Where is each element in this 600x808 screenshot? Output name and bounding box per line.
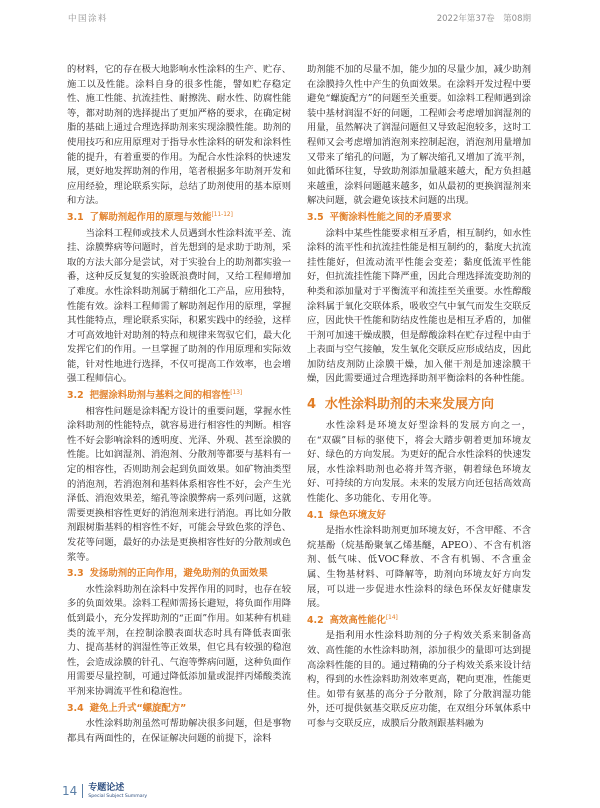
citation-ref: [13]	[230, 389, 243, 396]
subsection-heading-4-1	[307, 509, 531, 524]
page-footer	[62, 781, 147, 801]
left-column	[67, 63, 291, 746]
section-number: 3.4	[67, 702, 84, 714]
section-number: 3.3	[67, 568, 84, 580]
section-label-en: Special Subject Summary	[88, 793, 148, 799]
subsection-heading-3-2	[67, 389, 291, 404]
section-title: 了解助剂起作用的原理与效能	[89, 211, 212, 223]
subsection-heading-3-3	[67, 567, 291, 582]
section-number: 4	[307, 397, 317, 413]
right-column	[307, 63, 531, 732]
body-paragraph: 水性涂料助剂在涂料中发挥作用的同时，也存在较多的负面效果。涂料工程师需扬长避短，将负面作用降低到最小，充分发挥助剂的“正面”作用。如某种有机硅类的流平剂，在控制涂膜表面状态时具有降低表面张力、提高基材的润湿性等正效果，但它具有较强的稳泡性，会造成涂膜的针孔、气泡等弊病问题，这种负面作用需要尽量控制，可通过降低添加量或混拌丙烯酸类流平剂来协调流平性和稳泡性。	[67, 583, 291, 697]
journal-name: 中国涂料	[68, 14, 109, 24]
body-paragraph: 是指水性涂料助剂更加环境友好，不含甲醛、不含烷基酚（烷基酚聚氧乙烯基醚，APEO）、不含有机溶剂、低气味、低VOC释放、不含有机锡、不含重金属、生物基材料、可降解等，助剂向环境友好方向发展，可以进一步促进水性涂料的绿色环保友好健康发展。	[307, 525, 531, 610]
running-head	[68, 11, 531, 25]
subsection-heading-3-1	[67, 211, 291, 226]
body-paragraph: 相容性问题是涂料配方设计的重要问题，掌握水性涂料助剂的性能特点，就容易进行相容性的判断。相容性不好会影响涂料的透明度、光泽、外观、甚至涂膜的性能。比如润湿剂、消泡剂、分散剂等都要与基料有一定的相容性，否则助剂会起到负面效果。如矿物油类型的消泡剂，若消泡剂和基料体系相容性不好，会产生光泽低、消泡效果差，缩孔等涂膜弊病一系列问题，这就需要更换相容性更好的消泡剂来进行消泡。再比如分散剂跟树脂基料的相容性不好，可能会导致色浆的浮色、发花等问题，最好的办法是更换相容性好的分散剂或色浆等。	[67, 405, 291, 563]
page-number: 14	[62, 784, 78, 798]
body-paragraph: 涂料中某些性能要求相互矛盾，相互制约，如水性涂料的流平性和抗流挂性能是相互制约的，黏度大抗流挂性能好，但流动流平性能会变差；黏度低流平性能好，但抗流挂性能下降严重，因此合理选择流变助剂的种类和添加量对于平衡流平和流挂至关重要。水性醇酸涂料属于氧化交联体系，吸收空气中氧气而发生交联反应，因此快干性能和防结皮性能也是相互矛盾的，加催干剂可加速干燥成膜，但是醇酸涂料在贮存过程中由于上表面与空气接触，发生氧化交联反应形成结皮，因此加防结皮剂防止涂膜干燥，加入催干剂是加速涂膜干燥，因此需要通过合理选择助剂平衡涂料的各种性能。	[307, 227, 531, 385]
citation-ref: [11-12]	[211, 211, 233, 218]
subsection-heading-4-2	[307, 614, 531, 629]
section-title: 发扬助剂的正向作用，避免助剂的负面效果	[89, 568, 268, 580]
section-title: 把握涂料助剂与基料之间的相容性	[89, 390, 231, 402]
section-label	[88, 783, 147, 800]
section-number: 3.1	[67, 211, 84, 223]
section-title: 绿色环境友好	[329, 509, 386, 521]
section-label-zh: 专题论述	[88, 782, 125, 793]
body-paragraph: 水性涂料助剂虽然可帮助解决很多问题，但是事物都具有两面性的，在保证解决问题的前提下，涂料	[67, 718, 291, 744]
issue-info: 2022年第37卷 第08期	[436, 14, 531, 24]
section-number: 4.2	[307, 614, 324, 626]
section-title: 水性涂料助剂的未来发展方向	[325, 397, 495, 413]
section-title: 高效高性能化	[329, 614, 386, 626]
body-paragraph: 水性涂料是环境友好型涂料的发展方向之一，在“双碳”目标的驱使下，将会大踏步朝着更加环境友好、绿色的方向发展。为更好的配合水性涂料的快速发展，水性涂料助剂也必将并驾齐驱，朝着绿色环境友好、可持续的方向发展。未来的发展方向还包括高效高性能化、多功能化、专用化等。	[307, 420, 531, 505]
section-title: 平衡涂料性能之间的矛盾要求	[329, 211, 452, 223]
section-number: 4.1	[307, 509, 324, 521]
body-paragraph-continued: 助剂能不加的尽量不加，能少加的尽量少加，减少助剂在涂膜持久性中产生的负面效果。在涂料开发过程中要避免“螺旋配方”的问题至关重要。如涂料工程师遇到涂装中基材润湿不好的问题，工程师会考虑增加润湿剂的用量，虽然解决了润湿问题但又导致起泡较多，这时工程师又会考虑增加消泡剂来控制起泡，消泡剂用量增加又带来了缩孔的问题，为了解决缩孔又增加了流平剂，如此循环往复，导致助剂添加量越来越大，配方负担越来越重，涂料问题越来越多，如从最初的更换润湿剂来解决问题，就会避免该技术问题的出现。	[307, 64, 531, 207]
subsection-heading-3-5	[307, 211, 531, 226]
section-number: 3.2	[67, 390, 84, 402]
body-paragraph: 当涂料工程师或技术人员遇到水性涂料流平差、流挂、涂膜弊病等问题时，首先想到的是求助于助剂，采取的方法大部分是尝试，对于实验台上的助剂都实验一番，这种反反复复的实验既浪费时间，又给工程师增加了难度。水性涂料助剂属于精细化工产品，应用独特，性能有效。涂料工程师需了解助剂起作用的原理，掌握其性能特点，理论联系实际，积累实践中的经验，这样才可高效地针对助剂的特点和规律来驾驭它们，最大化发挥它们的作用。一旦掌握了助剂的作用原理和实际效能，针对性地进行选择，不仅可提高工作效率，也会增强工程师信心。	[67, 227, 291, 385]
subsection-heading-3-4	[67, 702, 291, 717]
footer-divider	[82, 784, 83, 798]
section-title: 避免上升式“螺旋配方”	[89, 702, 187, 714]
citation-ref: [14]	[385, 614, 398, 621]
body-paragraph: 的材料，它的存在极大地影响水性涂料的生产、贮存、施工以及性能。涂料自身的很多性能，譬如贮存稳定性、施工性能、抗流挂性、耐擦洗、耐水性、防腐性能等，都对助剂的选择提出了更加严格的要求，在确定树脂的基础上通过合理选择助剂来实现涂膜性能。助剂的使用技巧和应用原理对于指导水性涂料的研发和涂料性能的提升，有着重要的作用。为配合水性涂料的快速发展，更好地发挥助剂的作用，笔者根据多年助剂开发和应用经验，理论联系实际，总结了助剂使用的基本原则和方法。	[67, 64, 291, 207]
section-heading-4	[307, 396, 531, 413]
section-number: 3.5	[307, 211, 324, 223]
body-paragraph: 是指利用水性涂料助剂的分子构效关系来制备高效、高性能的水性涂料助剂，添加很少的量即可达到提高涂料性能的目的。通过精确的分子构效关系来设计结构，得到的水性涂料助剂效率更高，靶向更准，性能更佳。如带有氨基的高分子分散剂，除了分散润湿功能外，还可提供氨基交联反应功能，在双组分环氧体系中可参与交联反应，成膜后分散剂跟基料融为	[307, 630, 531, 729]
